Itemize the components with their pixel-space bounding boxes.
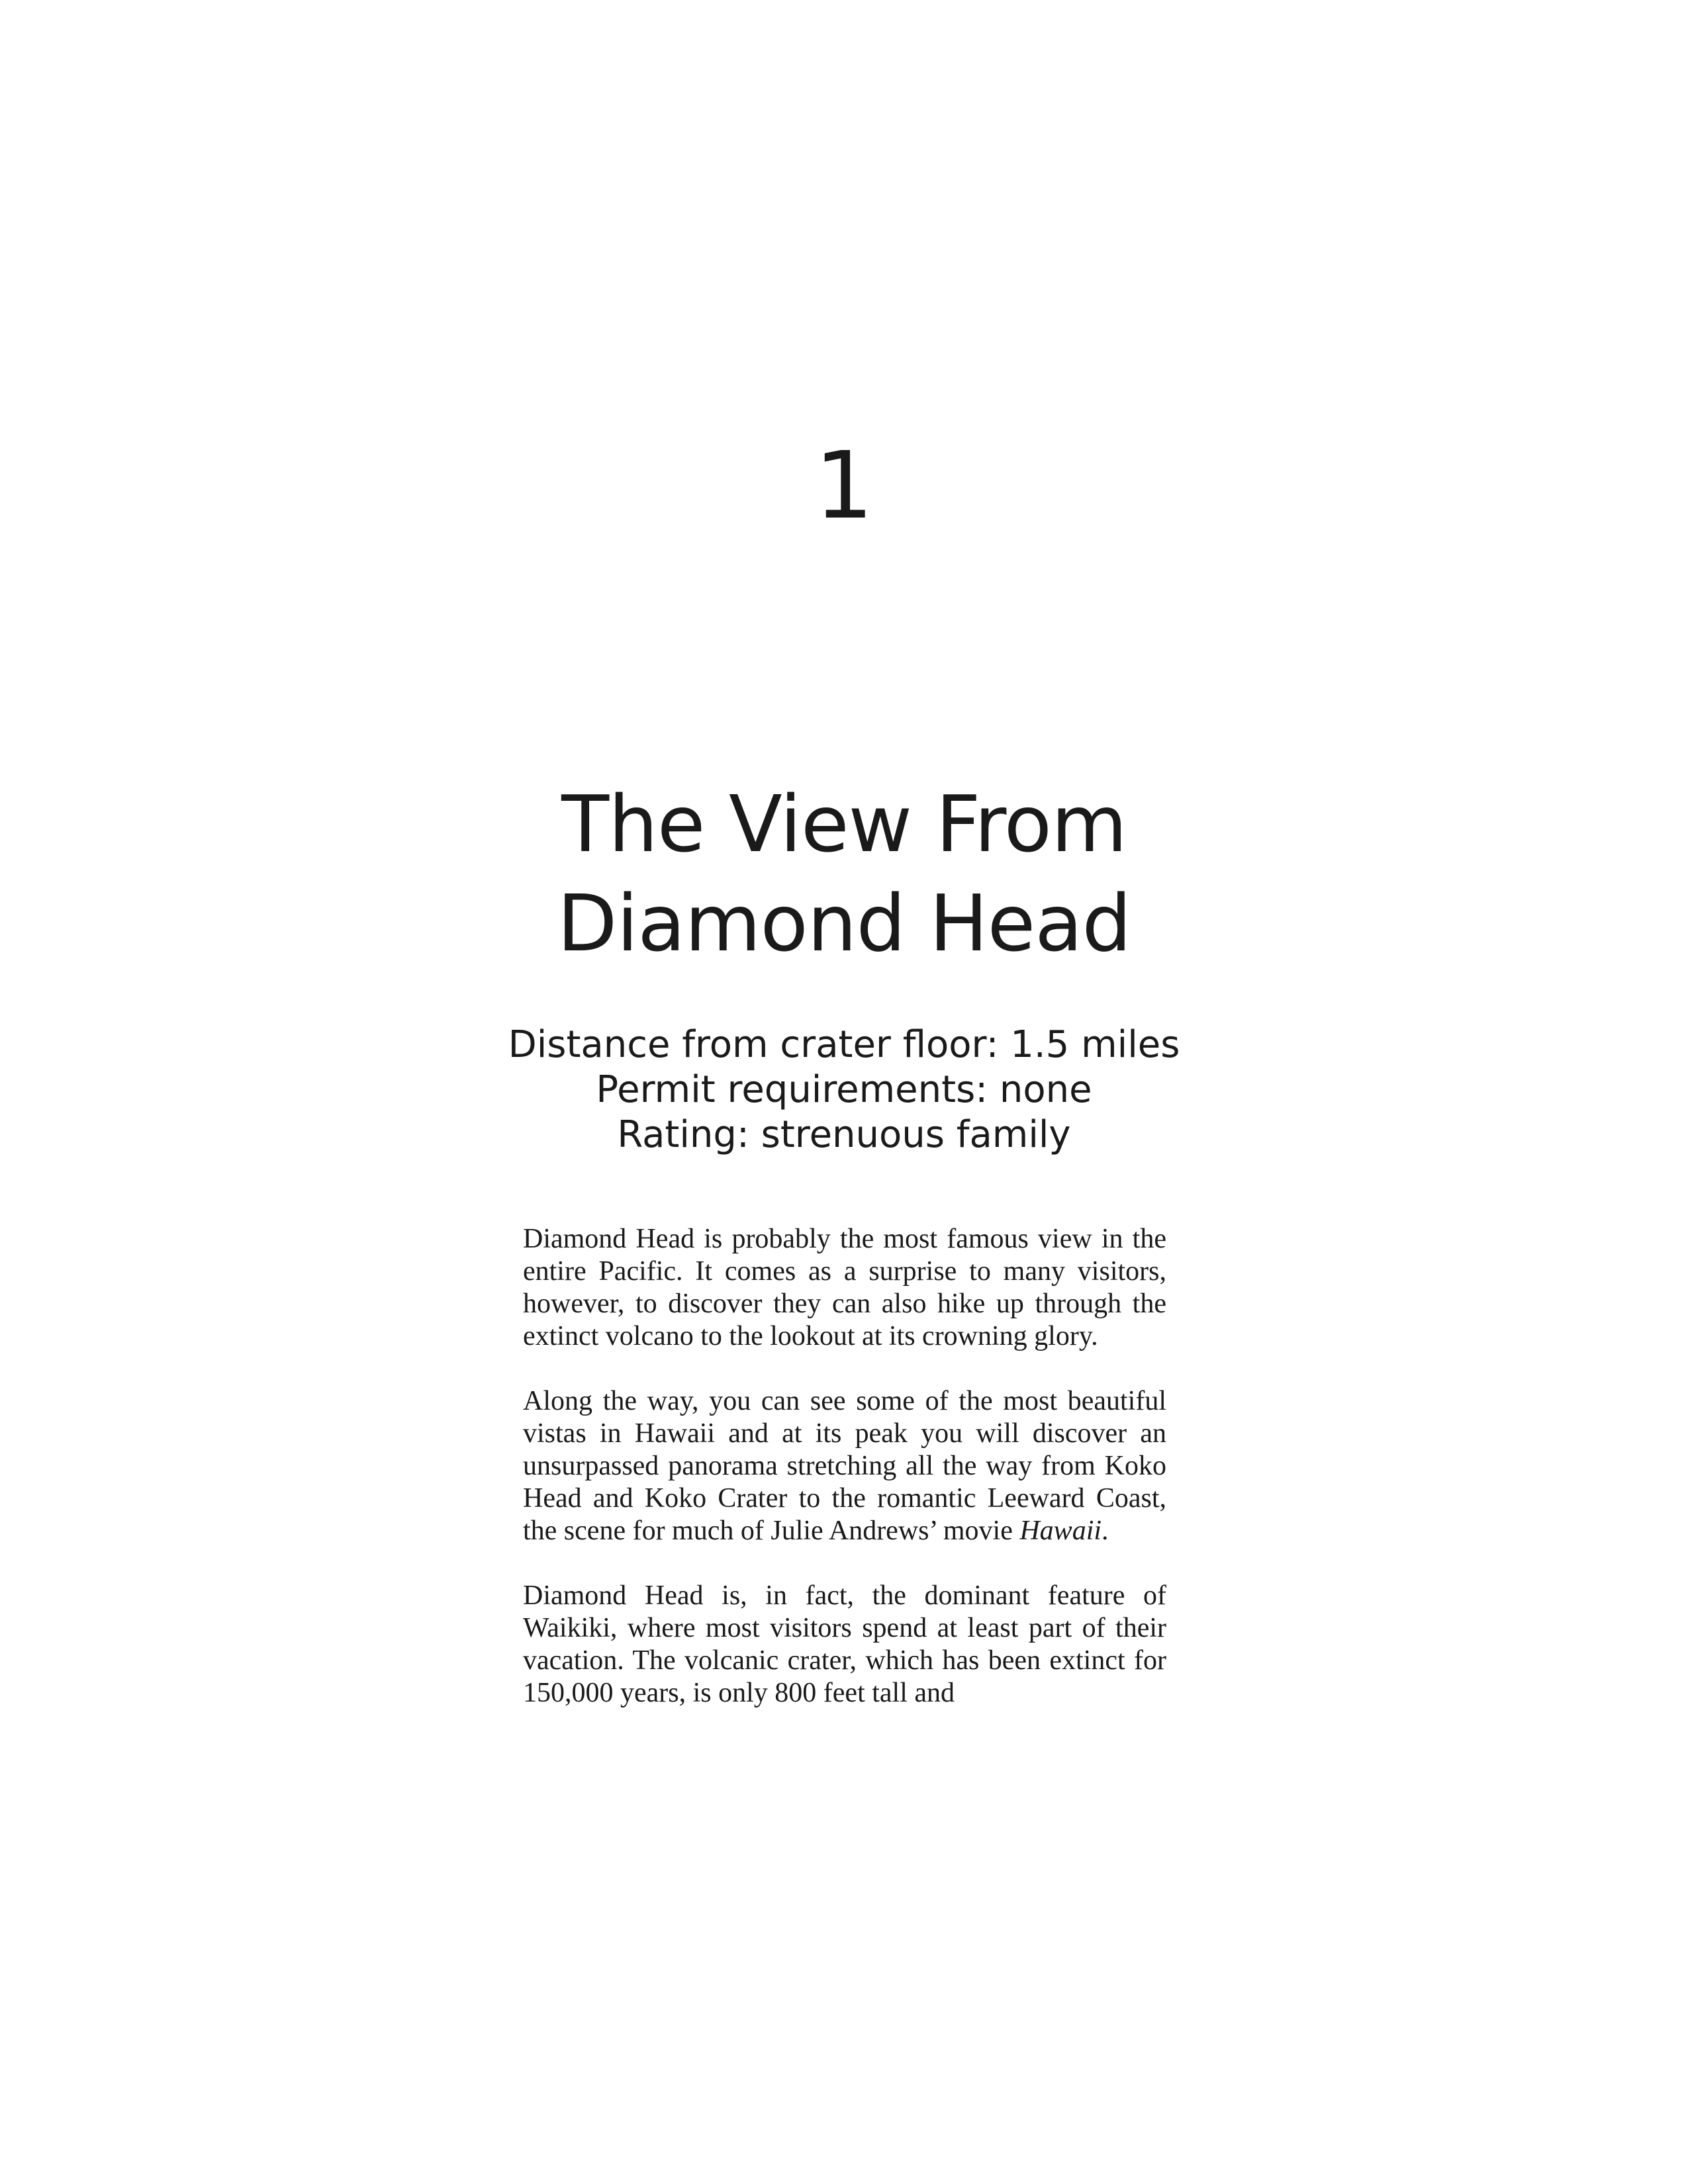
movie-title: Hawaii	[1019, 1516, 1102, 1546]
paragraph-2-end: .	[1102, 1516, 1109, 1546]
body-text	[523, 1223, 1166, 1742]
trail-distance: Distance from crater floor: 1.5 miles	[508, 1023, 1180, 1066]
paragraph-2	[523, 1385, 1166, 1547]
chapter-title-line-2: Diamond Head	[557, 878, 1131, 969]
chapter-title	[0, 774, 1688, 973]
trail-rating: Rating: strenuous family	[617, 1113, 1071, 1156]
trail-permit: Permit requirements: none	[596, 1068, 1092, 1111]
paragraph-1: Diamond Head is probably the most famous view in the entire Pacific. It comes as a surprise to many visitors, however, to discover they can also hike up through the extinct volcano to the lookout at its crowning glory.	[523, 1224, 1166, 1351]
paragraph-3: Diamond Head is, in fact, the dominant feature of Waikiki, where most visitors spend at least part of their vacation. The volcanic crater, which has been extinct for 150,000 years, is only 800 feet tall and	[523, 1580, 1166, 1708]
paragraph-2-text: Along the way, you can see some of the most beautiful vistas in Hawaii and at its peak you will discover an unsurpassed panorama stretching all the way from Koko Head and Koko Crater to the romantic Leeward Coast, the scene for much of Julie Andrews’ movie	[523, 1386, 1166, 1546]
trail-info	[0, 1023, 1688, 1158]
chapter-number: 1	[814, 432, 874, 540]
chapter-title-line-1: The View From	[561, 778, 1127, 870]
